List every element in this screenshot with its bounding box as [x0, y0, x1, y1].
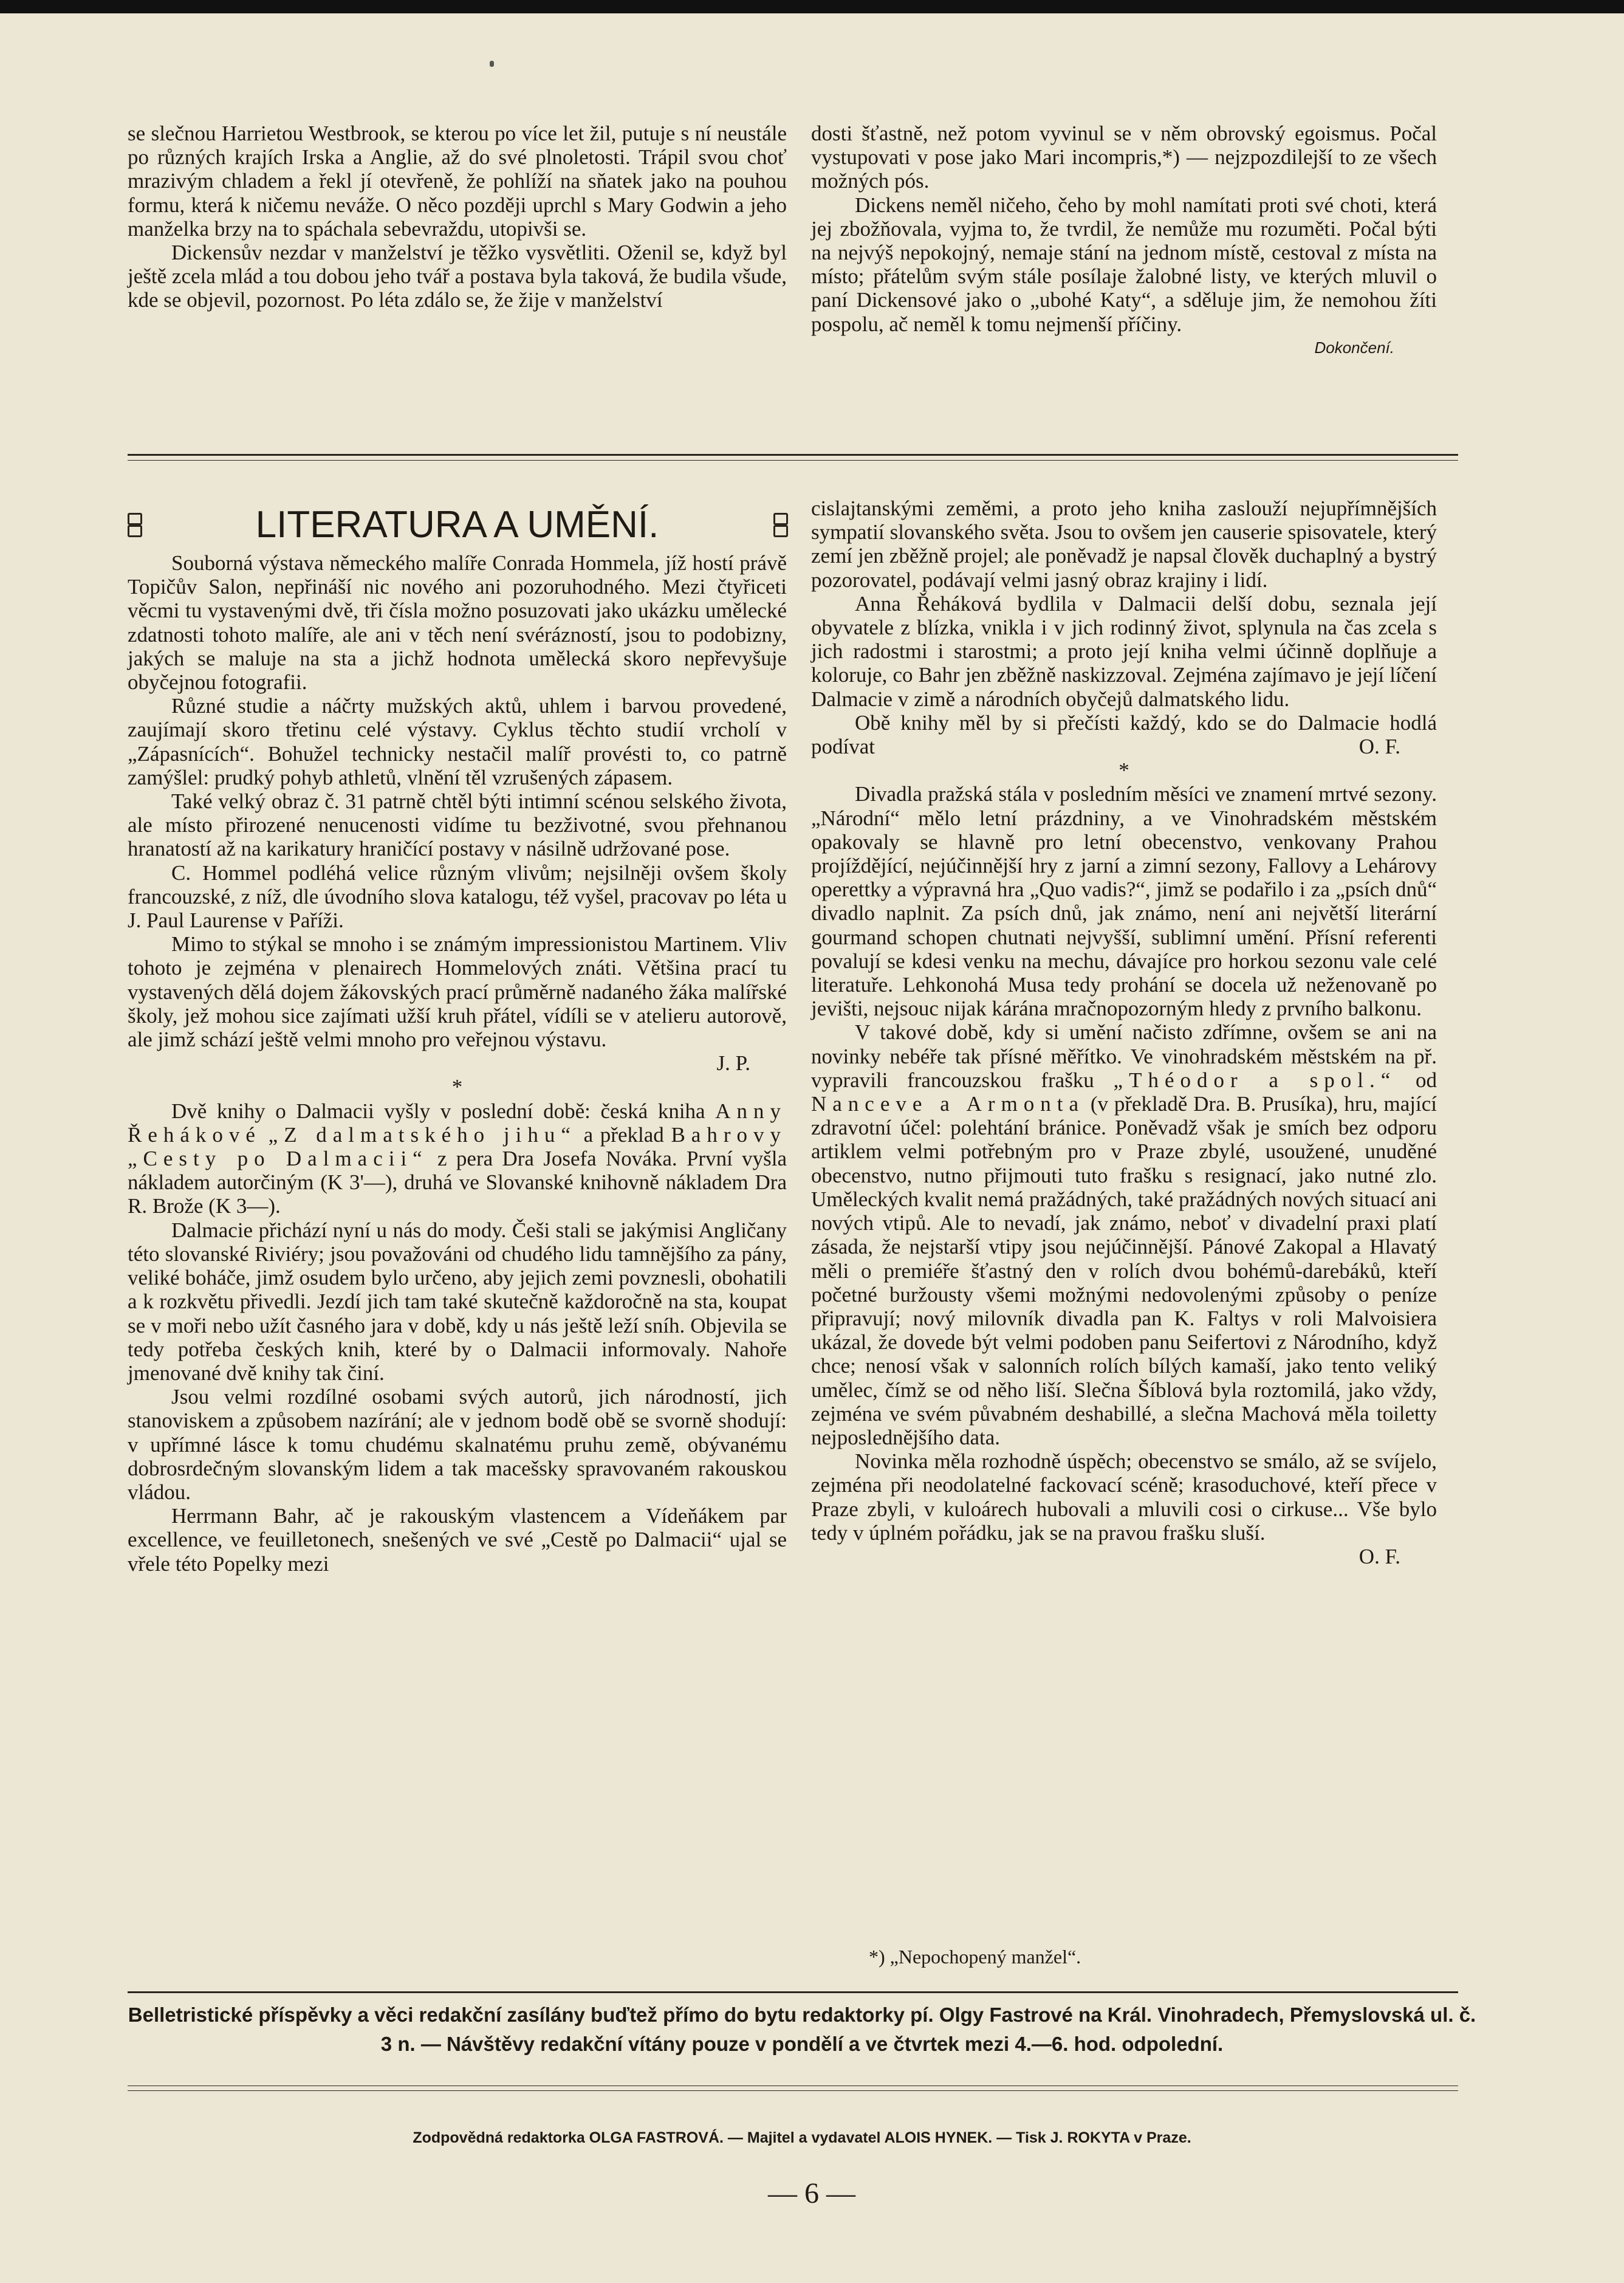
author-name: Bahrovy	[671, 1122, 787, 1147]
paragraph: Herrmann Bahr, ač je rakouským vlastencem a Vídeňákem par excellence, ve feuilletonech, snešených ve své „Cestě po Dalmacii“ ujal se vřele této Popelky mezi	[128, 1504, 787, 1576]
paragraph: Jsou velmi rozdílné osobami svých autorů, jich národností, jich stanoviskem a způsobem nazírání; ale v jednom bodě obě se svorně shodují: v upřímné lásce k tomu chudému skalnatému pruhu země, obývanému dobrosrdečným slovanským lidem a tak macešsky spravovaném rakouskou vládou.	[128, 1385, 787, 1504]
paragraph: C. Hommel podléhá velice různým vlivům; nejsilněji ovšem školy francouzské, z níž, dle úvodního slova katalogu, též vyšel, pracovav po léta u J. Paul Laurense v Paříži.	[128, 860, 787, 933]
paragraph: Obě knihy měl by si přečísti každý, kdo se do Dalmacie hodlá podívat O. F.	[811, 710, 1437, 759]
ink-speck	[490, 61, 494, 67]
paragraph: Souborná výstava německého malíře Conrada Hommela, jíž hostí právě Topičův Salon, nepřináší nic nového ani pozoruhodného. Mezi čtyřiceti věcmi tu vystavenými dvě, tři čísla možno posuzovati jako ukázku umělecké zdatnosti tohoto malíře, ale ani v těch není svérázností, jsou to podobizny, jakých se maluje na sta a jichž hodnota umělecká skoro nepřevyšuje obyčejnou fotografii.	[128, 551, 787, 695]
paragraph: Divadla pražská stála v posledním měsíci ve znamení mrtvé sezony. „Národní“ mělo letní prázdniny, a ve Vinohradském městském opakovaly se hlavně pro letní obecenstvo, venkovany Prahou projíždějící, nejúčinnější hry z jarní a zimní sezony, Fallovy a Lehárovy operettky a výpravná hra „Quo vadis?“, jimž se podařilo i za „psích dnů“ divadlo naplnit. Za psích dnů, jak známo, není ani největší literární gourmand schopen chutnati nejvyšší, sublimní umění. Přísní referenti povalují se kdesi venku na mechu, dávajíce pro horkou sezonu vale celé literatuře. Lehkonohá Musa tedy prohání se docela už neženovaně po jevišti, nejsouc nijak kárána mračnopozorným hledy z prvního balkonu.	[811, 782, 1437, 1021]
paragraph: Dalmacie přichází nyní u nás do mody. Češi stali se jakýmisi Angličany této slovanské Riviéry; jsou považováni od chudého lidu tamnějšího za pány, veliké boháče, jimž osudem bylo určeno, aby jejich zemi povznesli, obohatili a k rozkvětu přivedli. Jezdí jich tam také skutečně každoročně na sta, koupat se v moři nebo užít časného jara v době, kdy u nás ještě leží sníh. Objevila se tedy potřeba českých knih, které by o Dalmacii informovaly. Nahoře jmenované dvě knihy tak činí.	[128, 1218, 787, 1385]
book-title: „Cesty po Dalmacii“	[128, 1147, 428, 1171]
imprint: Zodpovědná redaktorka OLGA FASTROVÁ. — Majitel a vydavatel ALOIS HYNEK. — Tisk J. ROKYTA v Praze.	[413, 2129, 1191, 2146]
editorial-notice: Belletristické příspěvky a věci redakční zasílány buďtež přímo do bytu redaktorky pí. Olgy Fastrové na Král. Vinohradech, Přemyslovská ul. č. 3 n. — Návštěvy redakční vítány pouze v pondělí a ve čtvrtek mezi 4.—6. hod. odpolední.	[128, 2003, 1476, 2055]
author-signature: J. P.	[716, 1051, 750, 1076]
paragraph: Dickens neměl ničeho, čeho by mohl namítati proti své choti, která jej zbožňovala, vyjma to, že tvrdil, že nemůže mu rozuměti. Počal býti na nejvýš nepokojný, nemaje stání na jednom místě, cestoval z místa na místo; přátelům svým stále posílaje žalobné listy, ve kterých mluvil o paní Dickensové jako o „ubohé Katy“, a sděluje jim, že nemohou žíti pospolu, ač neměl k tomu nejmenší příčiny.	[811, 193, 1437, 336]
paragraph: Také velký obraz č. 31 patrně chtěl býti intimní scénou selského života, ale místo přirozené nenucenosti vidíme tu bezživotné, svou přehnanou hranatostí až na karikatury hraničící postavy v násilně udržované pose.	[128, 789, 787, 861]
author-name: Anny Řehákové	[128, 1099, 787, 1147]
finis-note: Dokončení.	[1314, 338, 1394, 357]
notice-divider-bottom-2	[128, 2090, 1458, 2091]
ornament-icon	[128, 513, 141, 537]
paragraph: Mimo to stýkal se mnoho i se známým impressionistou Martinem. Vliv tohoto je zejména v plenairech Hommelových znáti. Většina prací tu vystavených dělá dojem žákovských prací průměrně nadaného žáka malířské školy, jež mohou sice zajímati užší kruh přátel, vídíli se v atelieru autorově, ale jimž schází ještě velmi mnoho pro veřejnou výstavu.	[128, 932, 787, 1052]
literature-right-column	[811, 496, 1437, 1568]
scan-top-border	[0, 0, 1624, 13]
paragraph: Anna Řeháková bydlila v Dalmacii delší dobu, seznala její obyvatele z blízka, vnikla i v jich rodinný život, splynula na čas zcela s jich radostmi i starostmi; a proto její kniha velmi účinně doplňuje a koloruje, co Bahr jen zběžně naskizzoval. Zejména zajímavo je její líčení Dalmacie v zimě a národních obyčejů dalmatského lidu.	[811, 591, 1437, 711]
section-divider-thin	[128, 460, 1458, 461]
author-signature: O. F.	[1358, 1544, 1400, 1568]
ornament-icon	[773, 513, 787, 537]
paragraph: se slečnou Harrietou Westbrook, se kterou po více let žil, putuje s ní neustále po různých krajích Irska a Anglie, až do své plnoletosti. Trápil svou choť mrazivým chladem a řekl jí otevřeně, že pohlíží na sňatek jako na pouhou formu, která k ničemu neváže. O něco později uprchl s Mary Godwin a jeho manželka brzy na to spáchala sebevraždu, utopivši se.	[128, 122, 787, 241]
book-title: „Z dalmatského jihu“	[268, 1122, 577, 1147]
paragraph-dalmatia-books: Dvě knihy o Dalmacii vyšly v poslední době: česká kniha Anny Řehákové „Z dalmatského jihu“ a překlad Bahrovy „Cesty po Dalmacii“ z pera Dra Josefa Nováka. První vyšla nákladem autorčiným (K 3'—), druhá ve Slovanské knihovně nákladem Dra R. Brože (K 3—).	[128, 1099, 787, 1218]
footnote: *) „Nepochopený manžel“.	[869, 1946, 1081, 1968]
paragraph: Dickensův nezdar v manželství je těžko vysvětliti. Oženil se, když byl ještě zcela mlád a tou dobou jeho tvář a postava byla taková, že budila všude, kde se objevil, pozornost. Po léta zdálo se, že žije v manželství	[128, 241, 787, 312]
play-title: „Théodor a spol.“	[1113, 1068, 1397, 1092]
continued-article-left	[128, 122, 787, 312]
continued-article-right	[811, 122, 1437, 360]
author-signature: O. F.	[1358, 735, 1400, 759]
separator-star: *	[451, 1075, 463, 1099]
paragraph: Novinka měla rozhodně úspěch; obecenstvo se smálo, až se svíjelo, zejména při neodolatelné fackovací scéně; krasoduchové, kteří přece v Praze zbyli, v kuloárech hubovali a mluvili cosi o cirkuse... Vše bylo tedy v úplném pořádku, jak se na pravou frašku sluší.	[811, 1449, 1437, 1545]
page-number: — 6 —	[768, 2177, 855, 2209]
separator-star: *	[1119, 758, 1129, 783]
section-divider	[128, 454, 1458, 456]
playwright-names: Nanceve a Armonta	[811, 1092, 1085, 1116]
section-title: LITERATURA A UMĚNÍ.	[255, 504, 659, 546]
paragraph: dosti šťastně, než potom vyvinul se v něm obrovský egoismus. Počal vystupovati v pose jako Mari incompris,*) — nejzpozdilejší to ze všech možných pós.	[811, 122, 1437, 193]
section-heading	[128, 501, 787, 549]
literature-left-column	[128, 496, 787, 1576]
notice-divider	[128, 1991, 1458, 1993]
paragraph-theatre: V takové době, kdy si umění načisto zdřímne, ovšem se ani na novinky nebéře tak přísné měřítko. Ve vinohradském městském na př. vypravili francouzskou frašku „Théodor a spol.“ od Nanceve a Armonta (v překladě Dra. B. Prusíka), hru, mající zdravotní účel: polehtání bránice. Poněvadž však je smích bez odporu artiklem velmi potřebným pro v Praze zbylé, usoužené, unuděné obecenstvo, nutno přijmouti tuto frašku s resignací, jako nutné zlo. Uměleckých kvalit nemá pražádných, také pražádných nových situací ani nových vtipů. Ale to nevadí, jak známo, neboť v divadelní praxi platí zásada, že nejstarší vtipy jsou nejúčinnější. Pánové Zakopal a Hlavatý měli o premiéře šťastný den v rolích dvou bohémů-darebáků, kteří početné buržousty všemi možnými nedovolenými způsoby o peníze připravují; nový milovník divadla pan K. Faltys v roli Malvoisiera ukázal, že dovede být velmi podoben panu Seifertovi z Národního, když chce; nenosí však v salonních rolích bílých kamaší, jako tento veliký umělec, čímž se od něho liší. Slečna Šíblová byla roztomilá, jako vždy, zejména ve svém půvabném deshabillé, a slečna Machová měla toiletty nejposlednějšího data.	[811, 1020, 1437, 1449]
newspaper-page	[0, 13, 1624, 2283]
paragraph: cislajtanskými zeměmi, a proto jeho kniha zaslouží nejupřímnějších sympatií slovanského světa. Jsou to ovšem jen causerie spisovatele, který zemí jen zběžně projel; ale poněvadž je napsal člověk duchaplný a bystrý pozorovatel, podávají velmi jasný obraz krajiny i lidí.	[811, 496, 1437, 592]
paragraph: Různé studie a náčrty mužských aktů, uhlem i barvou provedené, zaujímají skoro třetinu celé výstavy. Cyklus těchto studií vrcholí v „Zápasnících“. Bohužel technicky nestačil malíř provésti to, co patrně zamýšlel: prudký pohyb athletů, vlnění těl vzrušených zápasem.	[128, 694, 787, 789]
